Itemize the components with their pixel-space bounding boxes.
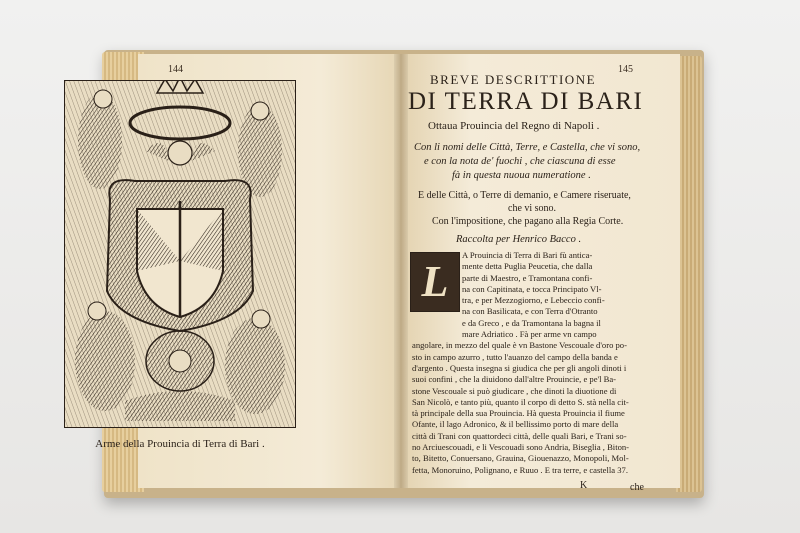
catchword: che xyxy=(630,482,644,493)
subtitle: Ottaua Prouincia del Regno di Napoli . xyxy=(428,120,600,132)
body-line: sto in campo azurro , tutto l'auanzo del campo della banda e xyxy=(412,351,618,362)
right-page-number: 145 xyxy=(618,64,633,75)
body-line: to, Bitetto, Conuersano, Grauina, Giouenazzo, Monopoli, Mol- xyxy=(412,453,629,464)
italic-line-1: Con li nomi delle Città, Terre, e Castella, che vi sono, xyxy=(414,142,641,153)
decorated-initial-letter: L xyxy=(421,257,449,306)
author-line: Raccolta per Henrico Bacco . xyxy=(456,234,582,245)
body-line: na con Basilicata, e con Terra d'Otranto xyxy=(462,306,598,317)
body-line: angolare, in mezzo del quale è vn Bastone Vescouale d'oro po- xyxy=(412,340,627,351)
left-page-number: 144 xyxy=(168,64,183,75)
roman-line-3: Con l'impositione, che pagano alla Regia Corte. xyxy=(432,216,624,227)
roman-line-2: che vi sono. xyxy=(508,203,557,214)
body-line: d'argento . Questa insegna si giudica che per gli angoli dinoti i xyxy=(412,362,627,373)
book-gutter xyxy=(394,54,408,488)
body-line: A Prouincia di Terra di Bari fù antica- xyxy=(462,250,593,260)
coat-of-arms-woodcut xyxy=(64,80,296,428)
italic-line-2: e con la nota de' fuochi , che ciascuna di esse xyxy=(424,156,616,167)
body-line: e da Greco , e da Tramontana la bagna il xyxy=(462,317,601,328)
body-line: suoi confini , che la diuidono dall'altre Prouincie, e pe'l Ba- xyxy=(412,374,617,385)
body-line: tra, e per Mezzogiorno, e Lebeccio confi- xyxy=(462,295,605,306)
body-line: no Arciuescouadi, e li Vescouadi sono Andria, Biseglia , Biton- xyxy=(412,442,630,453)
body-line: parte di Maestro, e Tramontana confi- xyxy=(462,272,593,283)
coat-of-arms-engraving xyxy=(65,81,295,427)
body-line: tà principale della sua Prouincia. Hà questa Prouincia il fiume xyxy=(412,408,625,419)
italic-line-3: fà in questa nuoua numeratione . xyxy=(452,170,591,181)
body-line: San Nicolò, e tanto più, quanto il corpo di detto S. stà nella cit- xyxy=(412,396,629,407)
body-line: mare Adriatico . Fà per arme vn campo xyxy=(462,329,597,340)
body-line: mente detta Puglia Peucetia, che dalla xyxy=(462,261,593,272)
roman-line-1: E delle Città, o Terre di demanio, e Camere riseruate, xyxy=(418,190,631,201)
heading-small: BREVE DESCRITTIONE xyxy=(430,72,597,87)
body-text xyxy=(412,250,674,476)
signature-mark: K xyxy=(580,480,588,491)
body-line: Ofante, il lago Adronico, & il bellissimo porto di mare della xyxy=(412,419,619,430)
body-line: na con Capitinata, e tocca Principato Vl- xyxy=(462,283,602,294)
woodcut-caption: Arme della Prouincia di Terra di Bari . xyxy=(95,438,265,450)
body-line: stone Vescouale si può giudicare , che dinoti la diuotione di xyxy=(412,385,617,396)
body-line: città di Trani con quattordeci città, delle quali Bari, e Trani so- xyxy=(412,430,627,441)
heading-large: DI TERRA DI BARI xyxy=(408,88,644,115)
body-line: fetta, Monoruino, Polignano, e Ruuo . E tra terre, e castella 37. xyxy=(412,464,628,475)
